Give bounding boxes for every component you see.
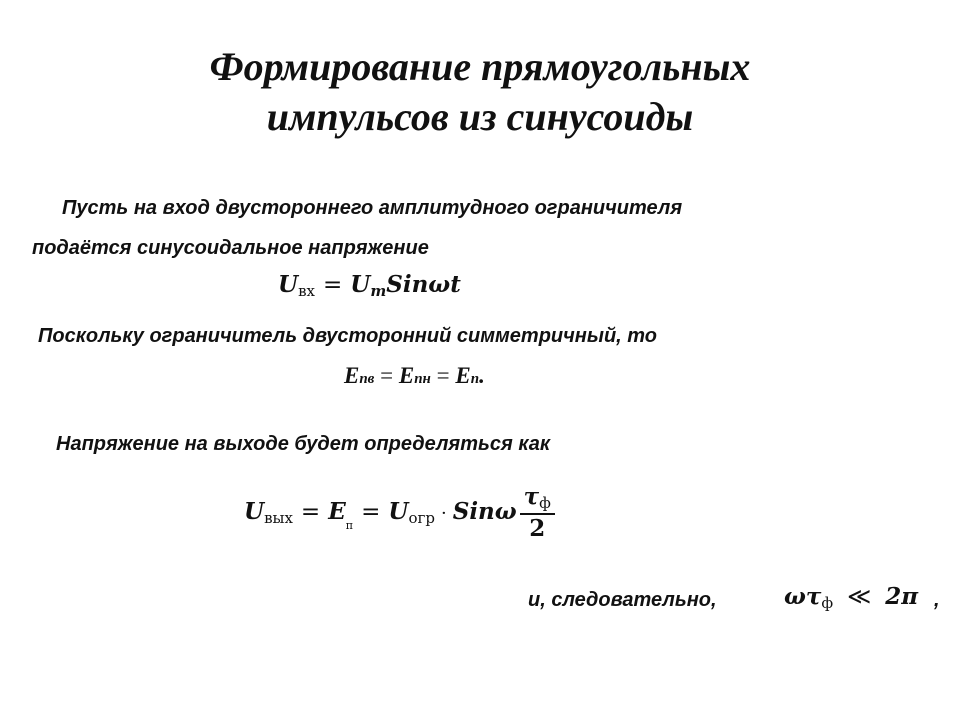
symbol-tau: τ xyxy=(523,483,540,510)
equals-sign: = xyxy=(300,499,321,525)
formula-condition xyxy=(784,582,918,614)
period: . xyxy=(479,363,485,388)
symbol-e: E xyxy=(398,363,415,388)
equals-sign: = xyxy=(322,272,343,298)
subscript-pv: пв xyxy=(359,371,375,387)
symbol-u: U xyxy=(278,271,299,298)
subscript-f: ф xyxy=(539,494,551,512)
slide-title xyxy=(0,42,960,142)
subscript-p: п xyxy=(470,371,480,387)
symbol-e: E xyxy=(328,498,346,525)
subscript-m: m xyxy=(370,282,387,300)
paragraph-output: Напряжение на выходе будет определяться как xyxy=(56,433,550,455)
equals-sign: = xyxy=(430,363,456,388)
title-line-1: Формирование прямоугольных xyxy=(209,44,751,89)
symbol-e: E xyxy=(344,363,360,388)
formula-e-equality xyxy=(344,362,485,393)
subscript-pn: пн xyxy=(414,371,431,387)
symbol-e: E xyxy=(455,363,471,388)
equals-sign: = xyxy=(374,363,399,388)
symbol-u: U xyxy=(388,498,409,525)
title-line-2: импульсов из синусоиды xyxy=(266,94,694,139)
multiplication-dot: · xyxy=(440,503,447,524)
much-less-than-sign: ≪ xyxy=(847,584,872,610)
fraction-numerator xyxy=(520,483,555,513)
equals-sign: = xyxy=(361,499,381,525)
paragraph-conclusion: и, следовательно, xyxy=(528,589,717,611)
paragraph-input-line-2: подаётся синусоидальное напряжение xyxy=(32,237,429,259)
subscript-vx: вх xyxy=(298,282,315,300)
subscript-ogr: огр xyxy=(408,509,435,527)
sin-omega: Sinω xyxy=(452,498,517,525)
trailing-comma: , xyxy=(934,589,940,611)
omega-tau: ωτ xyxy=(784,583,822,610)
subscript-f: ф xyxy=(821,594,834,612)
subscript-p: п xyxy=(345,519,354,532)
symbol-u-m: U xyxy=(350,271,371,298)
fraction xyxy=(520,483,555,543)
formula-input-voltage xyxy=(278,270,461,302)
formula-output-voltage xyxy=(244,476,555,552)
subscript-vyx: вых xyxy=(264,509,293,527)
paragraph-symmetric: Поскольку ограничитель двусторонний симметричный, то xyxy=(38,325,658,347)
fraction-denominator: 2 xyxy=(529,515,546,542)
paragraph-input-line-1: Пусть на вход двустороннего амплитудного ограничителя xyxy=(62,197,683,219)
symbol-u: U xyxy=(244,498,265,525)
two-pi: 2π xyxy=(885,583,919,610)
sin-omega-t: Sinωt xyxy=(386,271,461,298)
